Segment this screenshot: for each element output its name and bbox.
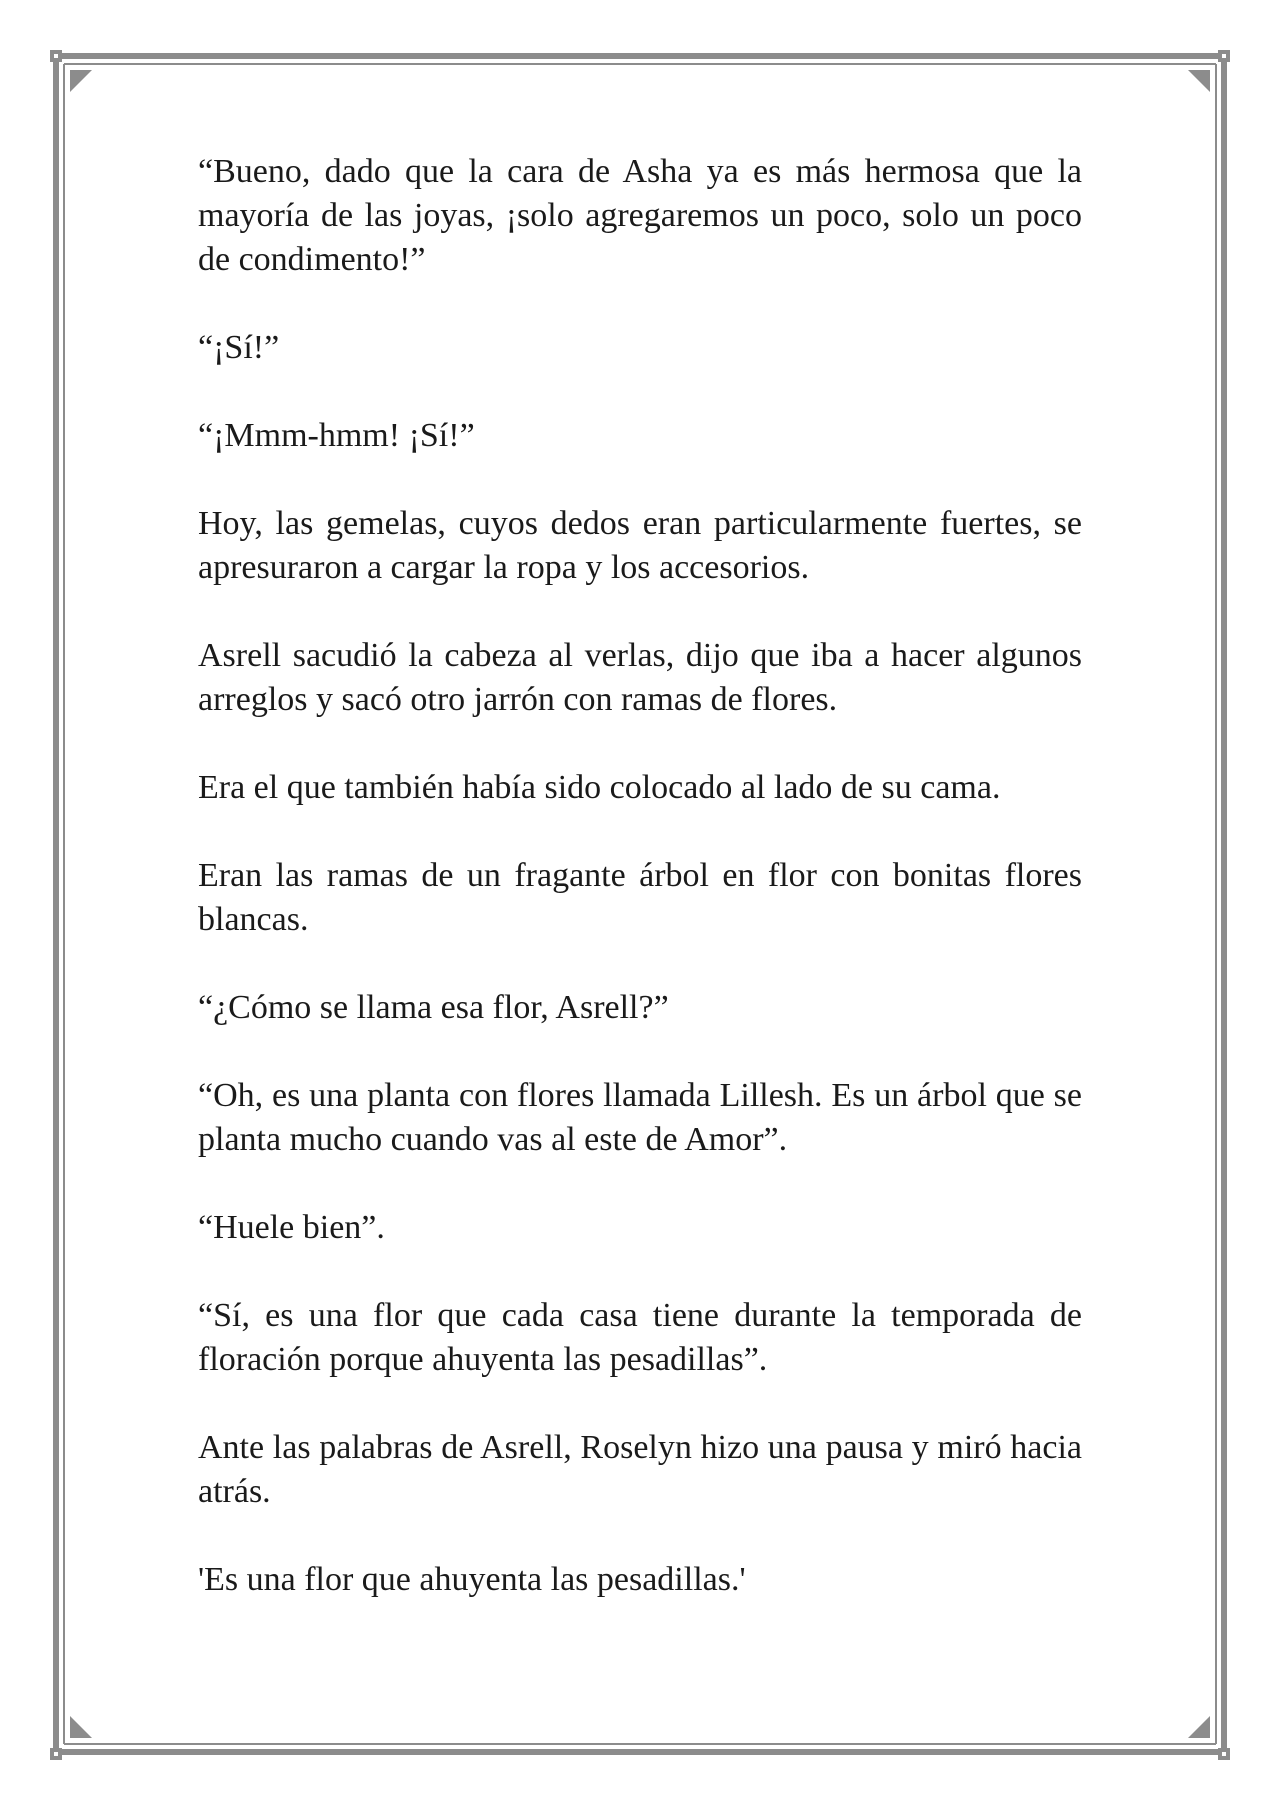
paragraph: “Huele bien”. <box>198 1209 385 1246</box>
paragraph: 'Es una flor que ahuyenta las pesadillas.' <box>198 1561 746 1598</box>
paragraph: Hoy, las gemelas, cuyos dedos eran particularmente fuertes, se apresuraron a cargar la ropa y los accesorios. <box>198 505 1082 586</box>
paragraph: Era el que también había sido colocado al lado de su cama. <box>198 769 1001 806</box>
page-text <box>198 150 1082 1646</box>
paragraph: “Bueno, dado que la cara de Asha ya es más hermosa que la mayoría de las joyas, ¡solo agregaremos un poco, solo un poco de condimento!” <box>198 153 1082 278</box>
paragraph: Eran las ramas de un fragante árbol en flor con bonitas flores blancas. <box>198 857 1082 938</box>
paragraph: Ante las palabras de Asrell, Roselyn hizo una pausa y miró hacia atrás. <box>198 1429 1082 1510</box>
paragraph: “Oh, es una planta con flores llamada Lillesh. Es un árbol que se planta mucho cuando vas al este de Amor”. <box>198 1077 1082 1158</box>
paragraph: Asrell sacudió la cabeza al verlas, dijo que iba a hacer algunos arreglos y sacó otro jarrón con ramas de flores. <box>198 637 1082 718</box>
paragraph: “¿Cómo se llama esa flor, Asrell?” <box>198 989 669 1026</box>
paragraph: “Sí, es una flor que cada casa tiene durante la temporada de floración porque ahuyenta las pesadillas”. <box>198 1297 1082 1378</box>
paragraph: “¡Mmm-hmm! ¡Sí!” <box>198 417 475 454</box>
paragraph: “¡Sí!” <box>198 329 280 366</box>
